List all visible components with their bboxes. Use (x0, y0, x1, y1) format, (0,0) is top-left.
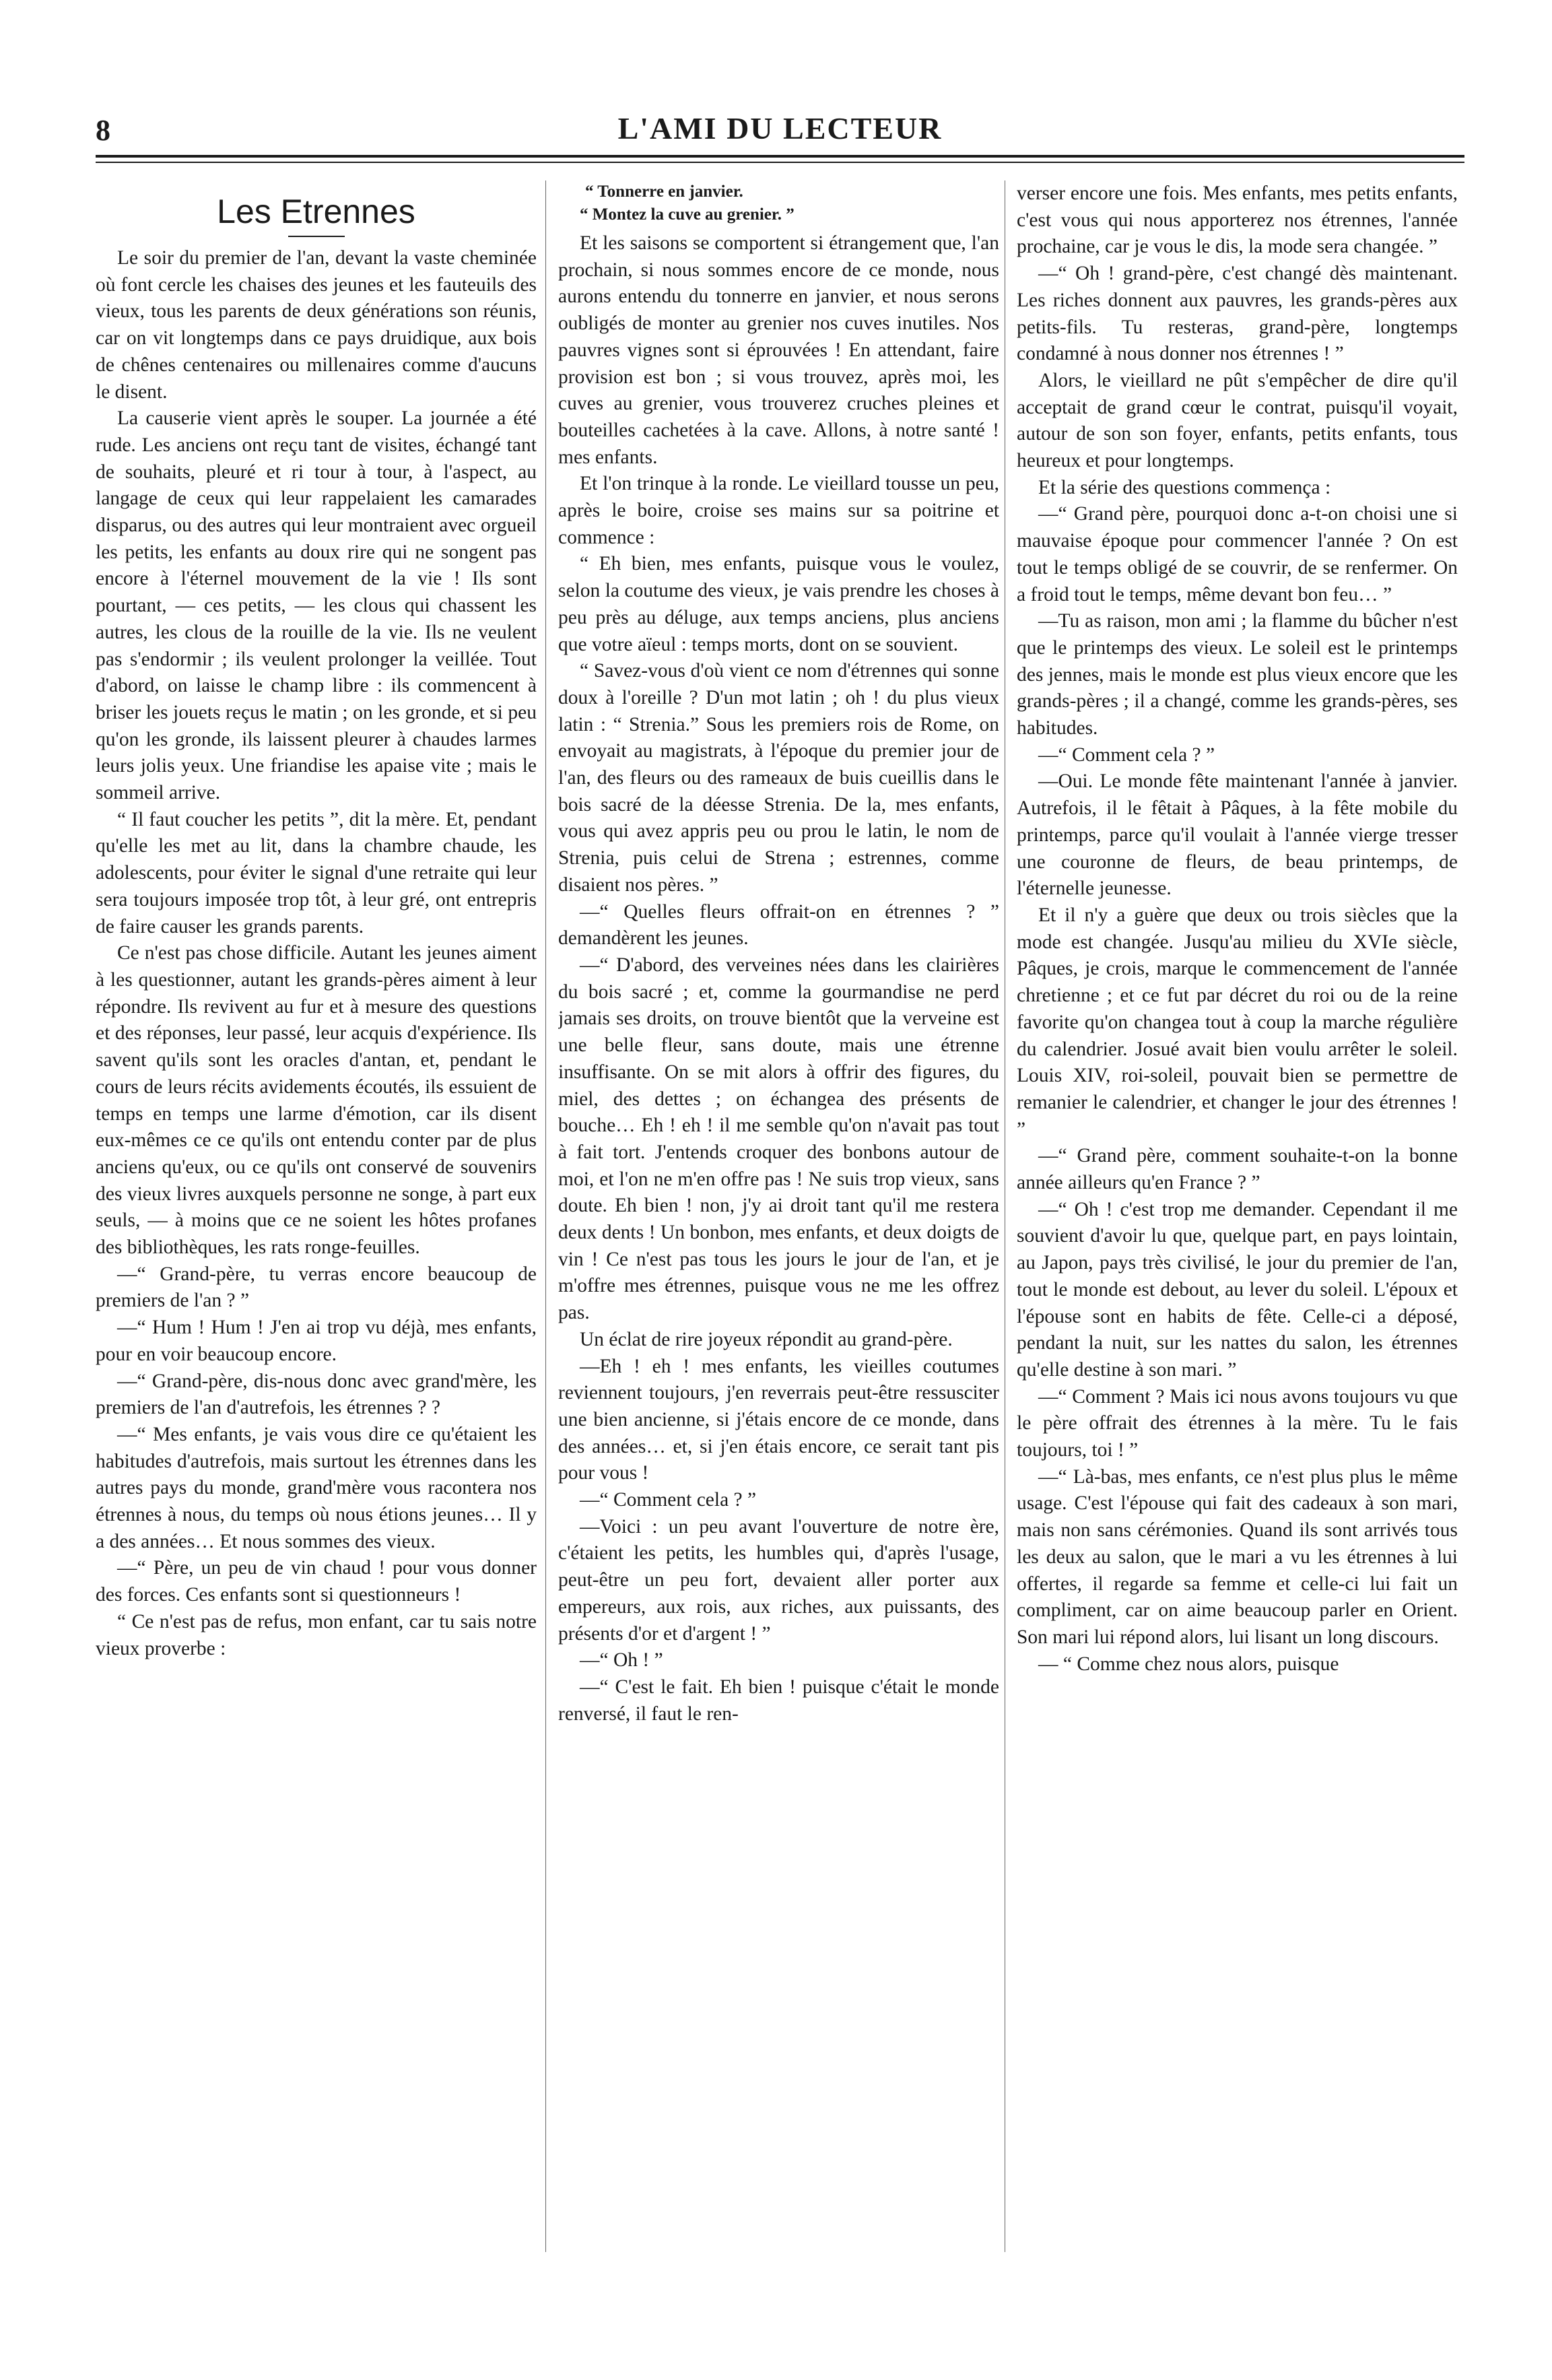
paragraph: —“ Oh ! c'est trop me demander. Cependant il me souvient d'avoir lu que, quelque part, en pays lointain, au Japon, pays très civilisé, le jour du premier de l'an, tout le monde est debout, au lever du soleil. L'époux et l'épouse sont en habits de fête. Celle-ci a déposé, pendant la nuit, sur les nattes du salon, les étrennes qu'elle destine à son mari. ” (1017, 1198, 1458, 1381)
paragraph: Et il n'y a guère que deux ou trois siècles que la mode est changée. Jusqu'au milieu du XVIe siècle, Pâques, je crois, marque le commencement de l'année chretienne ; et ce fut par décret du roi ou de la reine favorite qu'on changea tout à coup la marche régulière du calendrier. Josué avait bien voulu arrêter le soleil. Louis XIV, roi-soleil, pouvait bien se permettre de remanier le calendrier, et changer le jour des étrennes ! ” (1017, 904, 1458, 1140)
paragraph: —“ D'abord, des verveines nées dans les clairières du bois sacré ; et, comme la gourmandise ne perd jamais ses droits, on trouve bientôt que la verveine est une belle fleur, sans doute, mais une étrenne insuffisante. On se mit alors à offrir des figures, du miel, des dettes ; on échangea des présents de bouche… Eh ! eh ! il me semble qu'on n'avait pas tout à fait tort. J'entends croquer des bonbons autour de moi, et l'on ne m'en offre pas ! Ne suis trop vieux, sans doute. Eh bien ! non, j'y ai droit tant qu'il me restera deux dents ! Un bonbon, mes enfants, et deux doigts de vin ! Ce n'est pas tous les jours le jour de l'an, et je m'offre mes étrennes, puisque vous ne me les offrez pas. (558, 954, 999, 1324)
column-divider (545, 180, 546, 2252)
header-rule-thick (96, 155, 1464, 158)
paragraph: verser encore une fois. Mes enfants, mes petits enfants, c'est vous qui nous apporterez nos étrennes, l'année prochaine, car je vous le dis, la mode sera changée. ” (1017, 183, 1458, 258)
paragraph: La causerie vient après le souper. La journée a été rude. Les anciens ont reçu tant de visites, échangé tant de souhaits, pleuré et ri tour à tour, à l'aspect, au langage de ceux qui leur rappelaient les camarades disparus, ou des autres qui leur montraient avec orgueil les petits, les enfants au doux rire qui ne songent pas encore à l'éternel mouvement de la vie ! Ils sont pourtant, — ces petits, — les clous qui chassent les autres, les clous de la rouille de la vie. Ils ne veulent pas s'endormir ; ils veulent prolonger la veillée. Tout d'abord, on laisse le champ libre : ils commencent à briser les jouets reçus le matin ; on les gronde, et si peu qu'on les gronde, ils laissent pleurer à chaudes larmes leurs jolis yeux. Une friandise les apaise vite ; mais le sommeil arrive. (96, 407, 537, 804)
paragraph: —“ Là-bas, mes enfants, ce n'est plus plus le même usage. C'est l'épouse qui fait des cadeaux à son mari, mais non sans cérémonies. Quand ils sont arrivés tous les deux au salon, que le mari a vu les étrennes à lui offertes, il regarde sa femme et celle-ci lui fait un compliment, car on aime beaucoup parler en Orient. Son mari lui répond alors, lui lisant un long discours. (1017, 1465, 1458, 1648)
paragraph: Et l'on trinque à la ronde. Le vieillard tousse un peu, après le boire, croise ses mains sur sa poitrine et commence : (558, 473, 999, 548)
paragraph: —“ Comment ? Mais ici nous avons toujours vu que le père offrait des étrennes à la mère. Tu le fais toujours, toi ! ” (1017, 1385, 1458, 1461)
paragraph: —“ Oh ! ” (580, 1649, 663, 1672)
paragraph: —“ Mes enfants, je vais vous dire ce qu'étaient les habitudes d'autrefois, mais surtout les étrennes dans les autres pays du monde, grand'mère vous racontera nos étrennes à nous, du temps où nous étions jeunes… Il y a des années… Et nous sommes des vieux. (96, 1423, 537, 1552)
paragraph: Et la série des questions commença : (1038, 476, 1331, 498)
verse-line: “ Tonnerre en janvier. (585, 183, 743, 201)
page-header (96, 106, 1464, 150)
header-rule-thin (96, 162, 1464, 163)
title-rule (288, 236, 345, 237)
article-title: Les Etrennes (217, 193, 415, 230)
paragraph: —Tu as raison, mon ami ; la flamme du bûcher n'est que le printemps des vieux. Le soleil est le printemps des jennes, mais le monde est plus vieux encore que les grands-pères ; il a changé, comme les grands-pères, ses habitudes. (1017, 610, 1458, 739)
column-1 (96, 180, 537, 2259)
paragraph: —Eh ! eh ! mes enfants, les vieilles coutumes reviennent toujours, j'en reverrais peut-être ressusciter une bien ancienne, si j'étais encore de ce monde, dans des années… et, si j'en étais encore, ce serait tant pis pour vous ! (558, 1355, 999, 1484)
page-number: 8 (96, 114, 110, 147)
paragraph: Le soir du premier de l'an, devant la vaste cheminée où font cercle les chaises des jeunes et les fauteuils des vieux, tous les parents de deux générations son réunis, car on vit longtemps dans ce pays druidique, aux bois de chênes centenaires ou millenaires comme d'aucuns le disent. (96, 247, 537, 403)
paragraph: —Oui. Le monde fête maintenant l'année à janvier. Autrefois, il le fêtait à Pâques, à la fête mobile du printemps, parce qu'il voulait à l'année vierge tresser une couronne de fleurs, de beau printemps, de l'éternelle jeunesse. (1017, 770, 1458, 900)
paragraph: “ Savez-vous d'où vient ce nom d'étrennes qui sonne doux à l'oreille ? D'un mot latin ; oh ! du plus vieux latin : “ Strenia.” Sous les premiers rois de Rome, on envoyait au magistrats, à l'époque du premier jour de l'an, des fleurs ou des rameaux de buis cueillis dans le bois sacré de la déesse Strenia. De la, mes enfants, vous qui avez appris peu ou prou le latin, le nom de Strenia, puis celui de Strena ; estrennes, comme disaient nos pères. ” (558, 660, 999, 896)
paragraph: Et les saisons se comportent si étrangement que, l'an prochain, si nous sommes encore de ce monde, nous aurons entendu du tonnerre en janvier, et nous serons oubligés de monter au grenier nos cuves inutiles. Nos pauvres vignes sont si éprouvées ! En attendant, faire provision est bon ; si vous trouvez, après moi, les cuves au grenier, vous trouverez cruches pleines et bouteilles cachetées à la cave. Allons, à notre santé ! mes enfants. (558, 232, 999, 468)
paragraph: —“ Grand-père, tu verras encore beaucoup de premiers de l'an ? ” (96, 1263, 537, 1312)
paragraph: Un éclat de rire joyeux répondit au grand-père. (580, 1328, 953, 1350)
running-title: L'AMI DU LECTEUR (617, 111, 943, 145)
paragraph: —“ Comment cela ? ” (1038, 743, 1215, 766)
paragraph: —“ Grand père, comment souhaite-t-on la bonne année ailleurs qu'en France ? ” (1017, 1145, 1458, 1194)
paragraph: —“ Hum ! Hum ! J'en ai trop vu déjà, mes enfants, pour en voir beaucoup encore. (96, 1317, 537, 1365)
paragraph: —“ Comment cela ? ” (580, 1489, 757, 1511)
paragraph: “ Ce n'est pas de refus, mon enfant, car tu sais notre vieux proverbe : (96, 1610, 537, 1659)
column-3 (1017, 180, 1458, 2259)
paragraph: Alors, le vieillard ne pût s'empêcher de dire qu'il acceptait de grand cœur le contrat, puisqu'il voyait, autour de son son foyer, enfants, petits enfants, tous heureux et pour longtemps. (1017, 369, 1458, 472)
paragraph: —“ Oh ! grand-père, c'est changé dès maintenant. Les riches donnent aux pauvres, les grands-pères aux petits-fils. Tu resteras, grand-père, longtemps condamné à nous donner nos étrennes ! ” (1017, 263, 1458, 365)
paragraph: —“ Quelles fleurs offrait-on en étrennes ? ” demandèrent les jeunes. (558, 900, 999, 950)
proverb-verse (558, 180, 999, 226)
paragraph: —“ Grand-père, dis-nous donc avec grand'mère, les premiers de l'an d'autrefois, les étrennes ? ? (96, 1370, 537, 1419)
paragraph: —“ Grand père, pourquoi donc a-t-on choisi une si mauvaise époque pour commencer l'année ? On est tout le temps obligé de se couvrir, de se renfermer. On a froid tout le temps, même devant bon feu… ” (1017, 503, 1458, 605)
paragraph: — “ Comme chez nous alors, puisque (1038, 1653, 1339, 1675)
paragraph: “ Eh bien, mes enfants, puisque vous le voulez, selon la coutume des vieux, je vais prendre les choses à peu près au déluge, aux temps anciens, plus anciens que votre aïeul : temps morts, dont on se souvient. (558, 553, 999, 655)
paragraph: —“ C'est le fait. Eh bien ! puisque c'était le monde renversé, il faut le ren- (558, 1676, 999, 1725)
paragraph: —“ Père, un peu de vin chaud ! pour vous donner des forces. Ces enfants sont si questionneurs ! (96, 1557, 537, 1606)
verse-line: “ Montez la cuve au grenier. ” (580, 205, 795, 224)
column-2 (558, 180, 999, 2259)
paragraph: “ Il faut coucher les petits ”, dit la mère. Et, pendant qu'elle les met au lit, dans la chambre chaude, les adolescents, pour éviter le signal d'une retraite qui leur sera toujours imposée trop tôt, à leur gré, ont entrepris de faire causer les grands parents. (96, 808, 537, 937)
paragraph: Ce n'est pas chose difficile. Autant les jeunes aiment à les questionner, autant les grands-pères aiment à leur répondre. Ils revivent au fur et à mesure des questions et des réponses, leur passé, leur acquis d'expérience. Ils savent qu'ils sont les oracles d'antan, et, pendant le cours de leurs récits avidements écoutés, ils essuient de temps en temps une larme d'émotion, car ils disent eux-mêmes ce ce qu'ils ont entendu conter par de plus anciens qu'eux, ou ce qu'ils ont conservé de souvenirs des vieux livres auxquels personne ne songe, à part eux seuls, — à moins que ce ne soient les hôtes profanes des bibliothèques, les rats ronge-feuilles. (96, 942, 537, 1259)
paragraph: —Voici : un peu avant l'ouverture de notre ère, c'étaient les petits, les humbles qui, d'après l'usage, peut-être un peu fort, devaient aller porter aux empereurs, aux rois, aux riches, aux puissants, des présents d'or et d'argent ! ” (558, 1515, 999, 1645)
